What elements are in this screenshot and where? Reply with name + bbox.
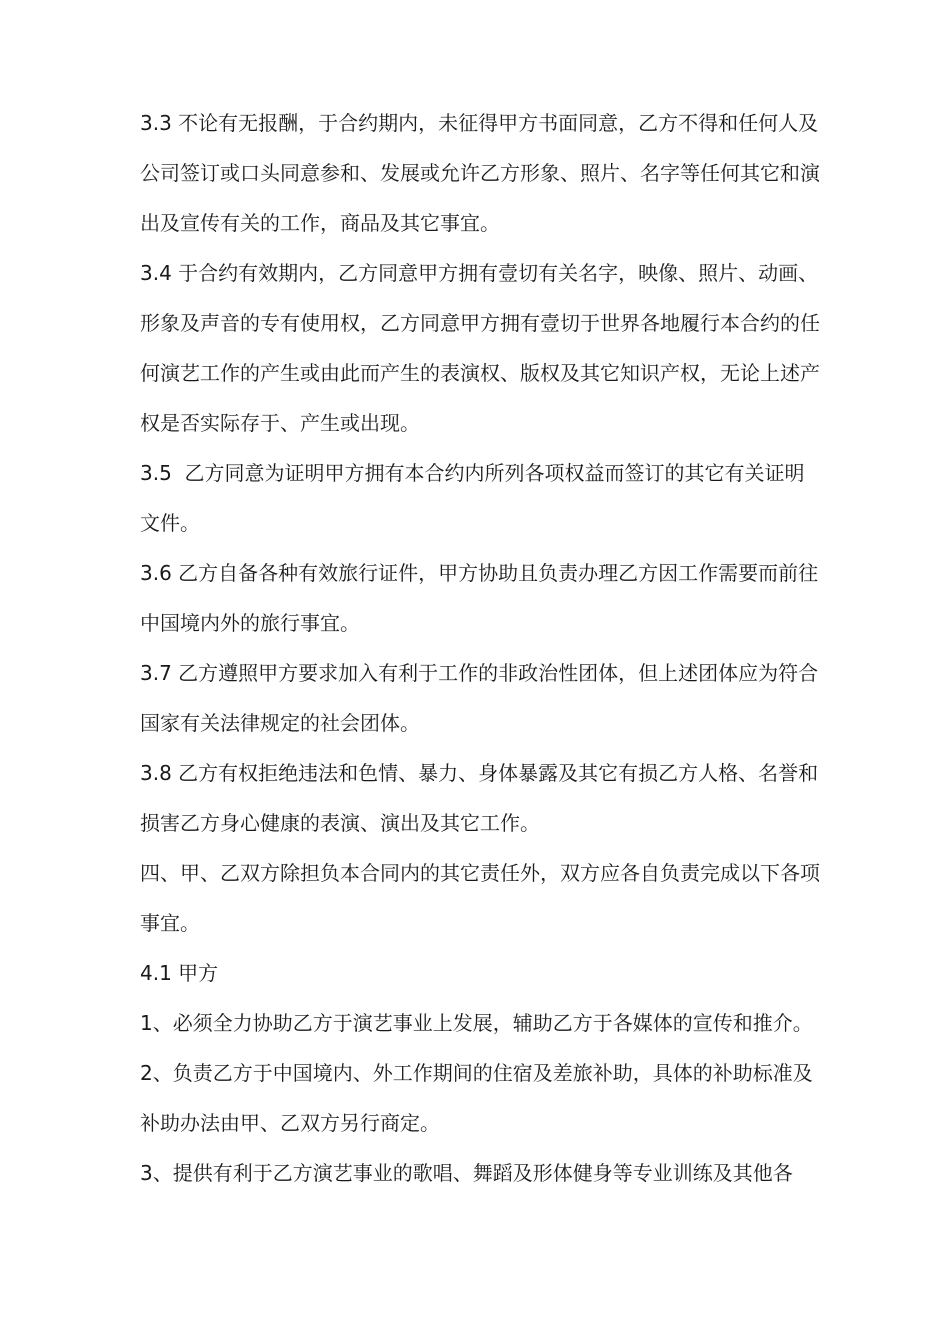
paragraph-4-heading: 四、甲、乙双方除担负本合同内的其它责任外，双方应各自负责完成以下各项事宜。 — [140, 861, 820, 935]
paragraph-3-3: 3.3 不论有无报酬，于合约期内，未征得甲方书面同意，乙方不得和任何人及公司签订或口头同意参和、发展或允许乙方形象、照片、名字等任何其它和演出及宣传有关的工作，商品及其它事宜。 — [140, 111, 820, 235]
paragraph-3-6: 3.6 乙方自备各种有效旅行证件，甲方协助且负责办理乙方因工作需要而前往中国境内外的旅行事宜。 — [140, 561, 819, 635]
paragraph-3-5: 3.5 乙方同意为证明甲方拥有本合约内所列各项权益而签订的其它有关证明文件。 — [140, 461, 805, 535]
paragraph-4-1-item-2: 2、负责乙方于中国境内、外工作期间的住宿及差旅补助，具体的补助标准及补助办法由甲、乙双方另行商定。 — [140, 1061, 813, 1135]
paragraph-4-1-item-1: 1、必须全力协助乙方于演艺事业上发展，辅助乙方于各媒体的宣传和推介。 — [140, 1011, 813, 1035]
document-body — [140, 98, 820, 1198]
paragraph-4-1-item-3: 3、提供有利于乙方演艺事业的歌唱、舞蹈及形体健身等专业训练及其他各 — [140, 1161, 793, 1185]
paragraph-3-7: 3.7 乙方遵照甲方要求加入有利于工作的非政治性团体，但上述团体应为符合国家有关法律规定的社会团体。 — [140, 661, 819, 735]
paragraph-3-4: 3.4 于合约有效期内，乙方同意甲方拥有壹切有关名字，映像、照片、动画、形象及声音的专有使用权，乙方同意甲方拥有壹切于世界各地履行本合约的任何演艺工作的产生或由此而产生的表演权、版权及其它知识产权，无论上述产权是否实际存于、产生或出现。 — [140, 261, 820, 435]
paragraph-4-1-heading: 4.1 甲方 — [140, 961, 219, 985]
paragraph-3-8: 3.8 乙方有权拒绝违法和色情、暴力、身体暴露及其它有损乙方人格、名誉和损害乙方身心健康的表演、演出及其它工作。 — [140, 761, 819, 835]
